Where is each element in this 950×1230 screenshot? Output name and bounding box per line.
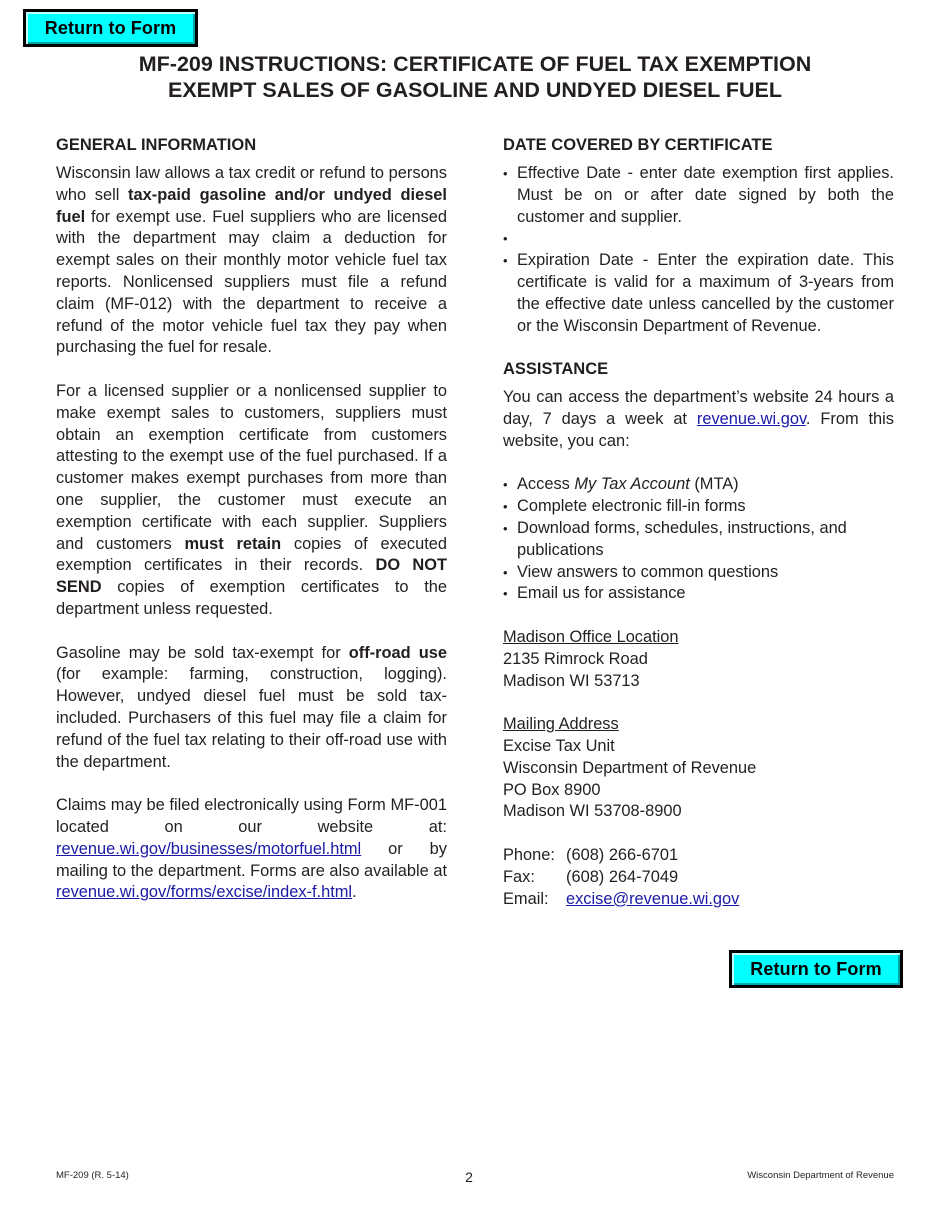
text: Wisconsin law allows a tax credit or refund to persons who sell <box>56 164 447 204</box>
bold-text: off-road use <box>348 643 447 662</box>
text: (for example: farming, construction, logging). However, undyed diesel fuel must be sold tax-included. Purchasers of this fuel may file a claim for refund of the fuel tax relating to their off-road use with the department. <box>56 665 447 771</box>
list-item-download: • Download forms, schedules, instructions, and publications <box>503 518 894 562</box>
assistance-intro <box>503 387 894 452</box>
title-line-2: EXEMPT SALES OF GASOLINE AND UNDYED DIESEL FUEL <box>167 78 782 102</box>
mailing-line-2: Wisconsin Department of Revenue <box>503 758 757 777</box>
footer-agency: Wisconsin Department of Revenue <box>747 1170 894 1181</box>
phone-value: (608) 266-6701 <box>566 845 679 864</box>
general-paragraph-1 <box>56 163 447 359</box>
general-paragraph-2 <box>56 381 447 621</box>
page-title <box>0 51 950 103</box>
office-address-line-1: 2135 Rimrock Road <box>503 649 648 668</box>
fax-label: Fax: <box>503 867 535 886</box>
excise-forms-link[interactable]: revenue.wi.gov/forms/excise/index-f.html <box>56 883 353 902</box>
general-paragraph-3 <box>56 643 447 774</box>
right-column <box>503 135 894 910</box>
list-item-effective-date: • Effective Date - enter date exemption first applies. Must be on or after date signed by both the customer and supplier. <box>503 163 894 228</box>
list-item-mta <box>503 474 894 496</box>
text: (MTA) <box>689 475 739 494</box>
general-information-heading: GENERAL INFORMATION <box>56 136 257 154</box>
email-label: Email: <box>503 889 549 908</box>
motorfuel-link[interactable]: revenue.wi.gov/businesses/motorfuel.html <box>56 839 362 858</box>
spacer <box>503 228 894 250</box>
return-to-form-button-bottom[interactable]: Return to Form <box>729 950 903 988</box>
fax-value: (608) 264-7049 <box>566 867 679 886</box>
email-link[interactable]: excise@revenue.wi.gov <box>566 889 740 908</box>
text: copies of executed exemption certificates in their records. <box>56 534 447 575</box>
list-item-expiration-date: • Expiration Date - Enter the expiration date. This certificate is valid for a maximum of 3-years from the effective date unless cancelled by the customer or the Wisconsin Department of Revenue. <box>503 250 894 337</box>
text: . From this website, you can: <box>503 409 894 450</box>
phone-row <box>503 845 894 867</box>
revenue-website-link[interactable]: revenue.wi.gov <box>696 409 806 428</box>
text: Claims may be filed electronically using Form MF-001 located on our website at: <box>56 796 447 836</box>
text: or by mailing to the department. Forms are also available at <box>56 839 447 880</box>
bold-text: tax-paid gasoline and/or undyed diesel fuel <box>56 185 447 226</box>
title-line-1: MF-209 INSTRUCTIONS: CERTIFICATE OF FUEL TAX EXEMPTION <box>138 52 812 76</box>
mailing-line-4: Madison WI 53708-8900 <box>503 802 682 821</box>
fax-row <box>503 867 894 889</box>
left-column <box>56 135 447 904</box>
text: Gasoline may be sold tax-exempt for <box>56 643 349 662</box>
bold-text: must retain <box>184 534 282 553</box>
mailing-line-1: Excise Tax Unit <box>503 736 615 755</box>
office-location-heading: Madison Office Location <box>503 627 679 646</box>
text: for exempt use. Fuel suppliers who are licensed with the department may claim a deduction for exempt sales on their monthly motor vehicle fuel tax reports. Nonlicensed suppliers must file a refund claim (MF-012) with the department to receive a refund of the motor vehicle fuel tax they pay when purchasing the fuel for resale. <box>56 207 447 357</box>
mailing-address-heading: Mailing Address <box>503 715 619 734</box>
date-covered-list <box>503 163 894 337</box>
date-covered-heading: DATE COVERED BY CERTIFICATE <box>503 136 773 154</box>
mailing-line-3: PO Box 8900 <box>503 780 601 799</box>
footer-page-number: 2 <box>465 1169 473 1185</box>
list-item-fill-in-forms: • Complete electronic fill-in forms <box>503 496 894 518</box>
return-to-form-button-top[interactable]: Return to Form <box>23 9 198 47</box>
list-item-faq: • View answers to common questions <box>503 562 894 584</box>
text: copies of exemption certificates to the department unless requested. <box>56 578 447 618</box>
general-paragraph-4 <box>56 795 447 904</box>
assistance-list <box>503 474 894 605</box>
text: You can access the department’s website 24 hours a day, 7 days a week at <box>503 388 894 428</box>
text: . <box>352 883 357 902</box>
bold-text: DO NOT SEND <box>56 556 448 597</box>
text: Access <box>517 475 575 494</box>
phone-label: Phone: <box>503 845 555 864</box>
text: For a licensed supplier or a nonlicensed supplier to make exempt sales to customers, suppliers must obtain an exemption certificate from customers attesting to the exempt use of the fuel purchased. If a customer makes exempt purchases from more than one supplier, the customer must execute an exemption certificate with each supplier. Suppliers and customers <box>56 381 447 553</box>
email-row <box>503 889 894 911</box>
footer-form-id: MF-209 (R. 5-14) <box>56 1170 129 1181</box>
assistance-heading: ASSISTANCE <box>503 360 609 379</box>
office-address-line-2: Madison WI 53713 <box>503 671 640 690</box>
list-item-email: • Email us for assistance <box>503 583 894 605</box>
italic-text: My Tax Account <box>574 475 690 494</box>
